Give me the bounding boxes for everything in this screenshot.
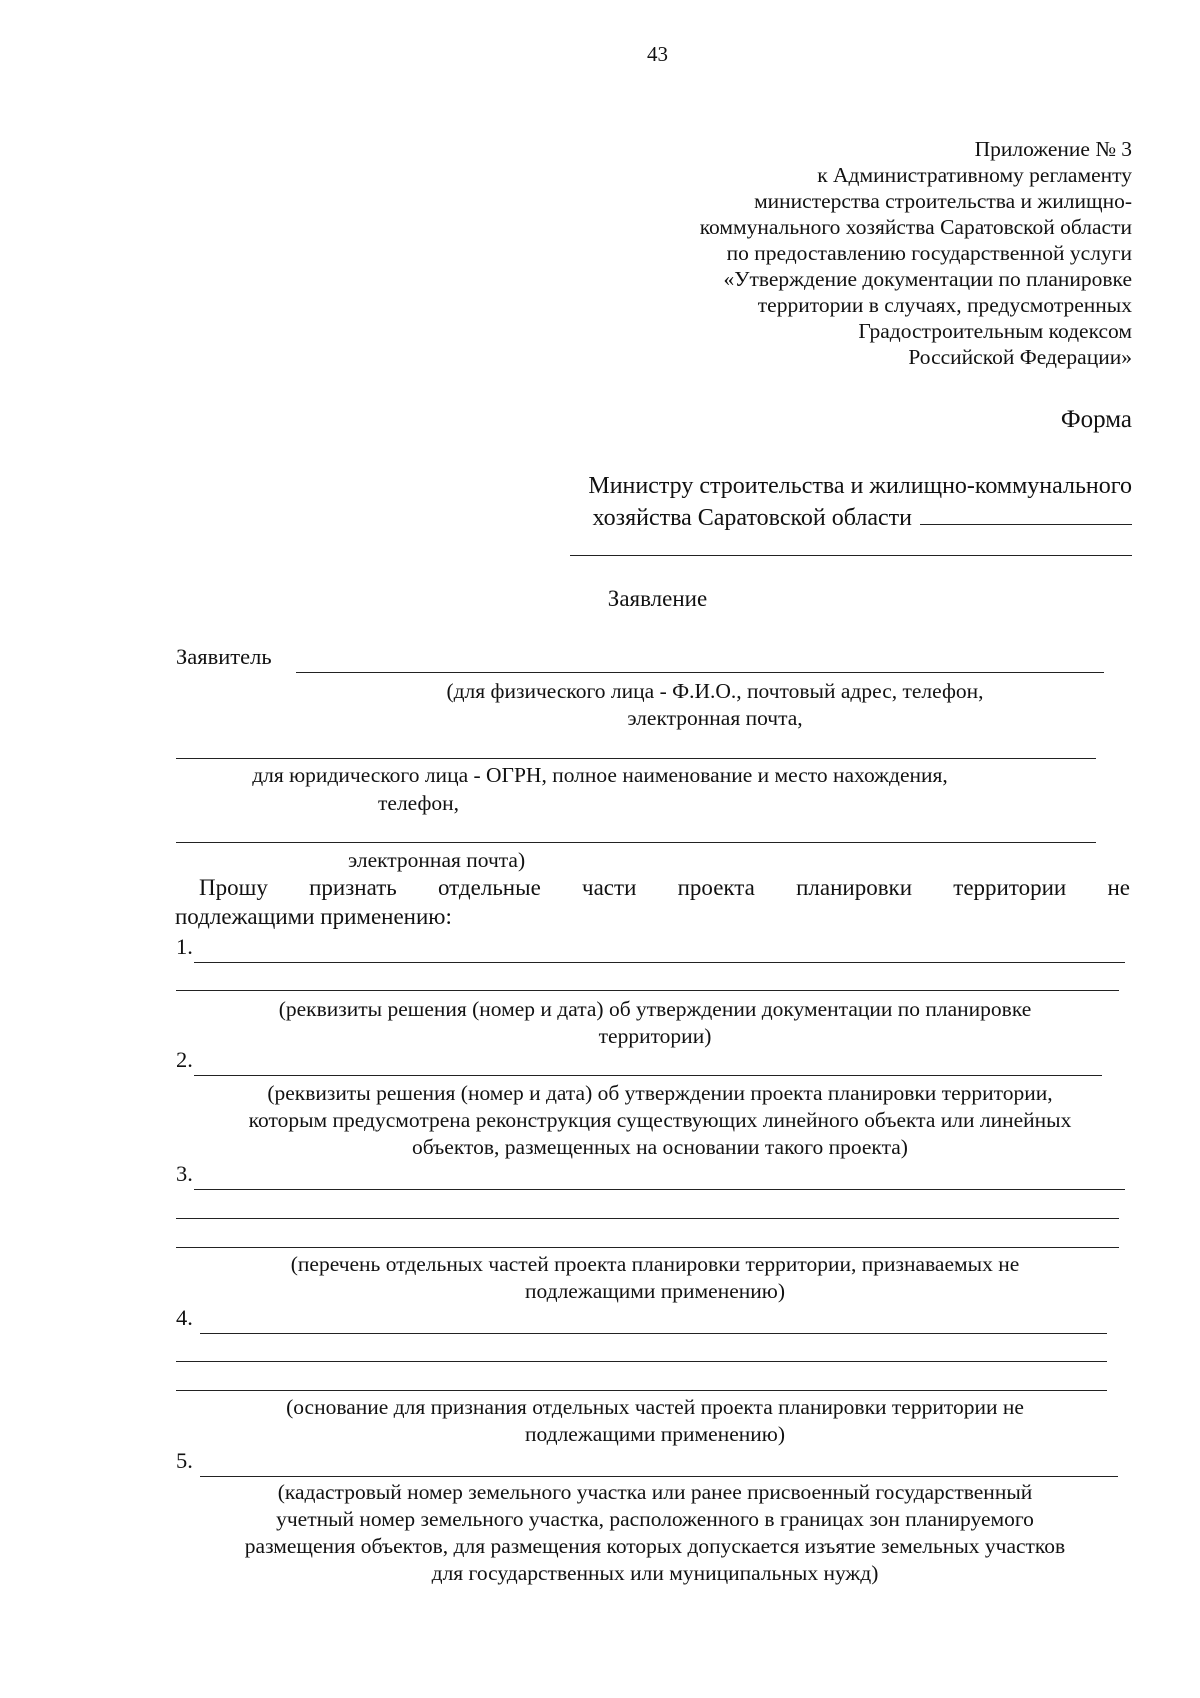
applicant-label: Заявитель [176, 644, 272, 669]
applicant-caption-individual: (для физического лица - Ф.И.О., почтовый адрес, телефон, электронная почта, [446, 679, 984, 730]
applicant-caption-legal: для юридического лица - ОГРН, полное наименование и место нахождения, [252, 763, 948, 787]
addressee-blank-line [920, 523, 1132, 525]
addressee-line-2 [588, 502, 1132, 534]
appendix-line: «Утверждение документации по планировке [723, 267, 1132, 291]
item-4-blank-line-2 [176, 1361, 1107, 1362]
item-4-number: 4. [176, 1305, 193, 1330]
applicant-blank-line [296, 672, 1104, 673]
item-2-blank-line [194, 1075, 1102, 1076]
item-1-blank-line-2 [176, 990, 1119, 991]
item-5-blank-line [200, 1476, 1118, 1477]
appendix-header [700, 136, 1132, 370]
addressee-blank-line-2 [570, 555, 1132, 556]
item-3-blank-line-3 [176, 1247, 1119, 1248]
addressee-block [588, 470, 1132, 534]
applicant-blank-line-2 [176, 758, 1096, 759]
item-4-caption: (основание для признания отдельных частей проекта планировки территории не подлежащими применению) [286, 1395, 1024, 1446]
appendix-line: по предоставлению государственной услуги [726, 241, 1132, 265]
document-title: Заявление [607, 586, 708, 611]
form-label: Форма [1060, 406, 1132, 433]
item-3-caption: (перечень отдельных частей проекта планировки территории, признаваемых не подлежащими применению) [290, 1252, 1020, 1303]
item-2-caption: (реквизиты решения (номер и дата) об утверждении проекта планировки территории, которым предусмотрена реконструкция существующих линейного объекта или линейных объектов, размещенных на основании такого проекта) [248, 1081, 1072, 1159]
appendix-line: Градостроительным кодексом [858, 319, 1132, 343]
appendix-line: к Административному регламенту [817, 163, 1132, 187]
request-line-1: Прошу признать отдельные части проекта планировки территории не [199, 875, 1130, 900]
item-3-number: 3. [176, 1161, 193, 1186]
appendix-line: министерства строительства и жилищно- [754, 189, 1132, 213]
applicant-blank-line-3 [176, 842, 1096, 843]
item-1-number: 1. [176, 934, 193, 959]
appendix-line: территории в случаях, предусмотренных [757, 293, 1132, 317]
item-4-blank-line-3 [176, 1390, 1107, 1391]
addressee-line-1: Министру строительства и жилищно-коммунального [588, 473, 1132, 499]
item-5-number: 5. [176, 1448, 193, 1473]
item-1-blank-line [194, 962, 1125, 963]
item-5-caption: (кадастровый номер земельного участка или ранее присвоенный государственный учетный номер земельного участка, расположенного в границах зон планируемого размещения объектов, для размещения которых допускается изъятие земельных участков для государственных или муниципальных нужд) [244, 1480, 1066, 1585]
appendix-line: коммунального хозяйства Саратовской области [699, 215, 1132, 239]
page-number: 43 [647, 42, 668, 66]
addressee-line-2-text: хозяйства Саратовской области [592, 505, 912, 531]
item-3-blank-line [194, 1189, 1125, 1190]
request-line-2: подлежащими применению: [175, 904, 452, 929]
applicant-caption-legal-email: электронная почта) [348, 848, 526, 872]
applicant-caption-legal-phone: телефон, [378, 791, 460, 815]
request-text [175, 873, 1130, 931]
item-2-number: 2. [176, 1047, 193, 1072]
appendix-line: Приложение № 3 [974, 137, 1132, 161]
appendix-line: Российской Федерации» [908, 345, 1132, 369]
item-1-caption: (реквизиты решения (номер и дата) об утверждении документации по планировке территории) [278, 997, 1032, 1048]
item-3-blank-line-2 [176, 1218, 1119, 1219]
item-4-blank-line [200, 1333, 1107, 1334]
